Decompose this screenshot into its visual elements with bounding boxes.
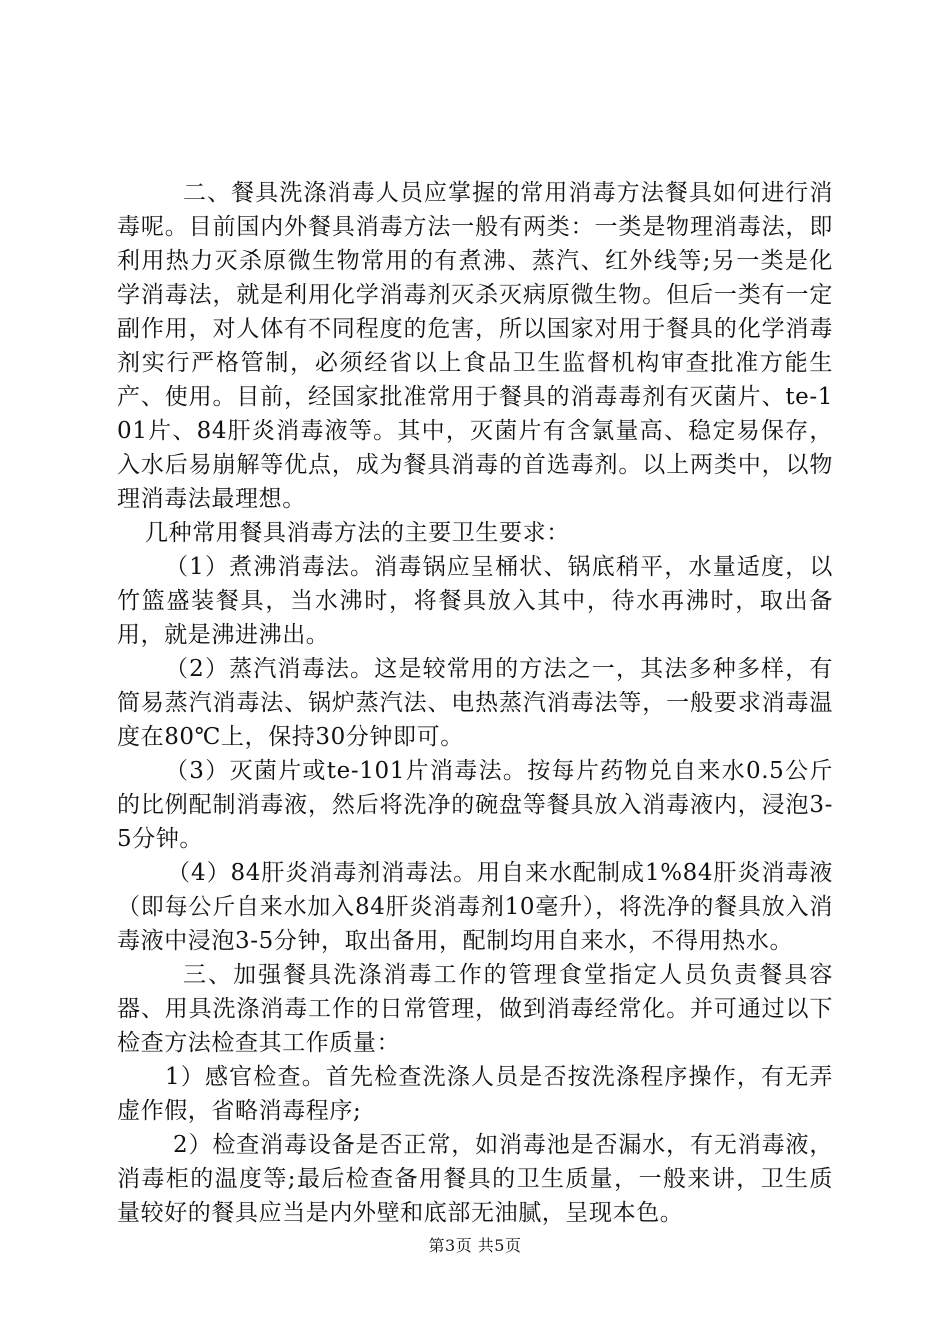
paragraph-section-two: 二、餐具洗涤消毒人员应掌握的常用消毒方法餐具如何进行消毒呢。目前国内外餐具消毒方法一般有两类：一类是物理消毒法，即利用热力灭杀原微生物常用的有煮沸、蒸汽、红外线等;另一类是化学消毒法，就是利用化学消毒剂灭杀灭病原微生物。但后一类有一定副作用，对人体有不同程度的危害，所以国家对用于餐具的化学消毒剂实行严格管制，必须经省以上食品卫生监督机构审查批准方能生产、使用。目前，经国家批准常用于餐具的消毒毒剂有灭菌片、te-101片、84肝炎消毒液等。其中，灭菌片有含氯量高、稳定易保存，入水后易崩解等优点，成为餐具消毒的首选毒剂。以上两类中，以物理消毒法最理想。 — [117, 180, 833, 512]
page-number-label: 第3页 共5页 — [428, 1236, 522, 1255]
paragraph-section-three: 三、加强餐具洗涤消毒工作的管理食堂指定人员负责餐具容器、用具洗涤消毒工作的日常管理，做到消毒经常化。并可通过以下检查方法检查其工作质量： — [117, 962, 833, 1056]
paragraph-steam-method: （2）蒸汽消毒法。这是较常用的方法之一，其法多种多样，有简易蒸汽消毒法、锅炉蒸汽法、电热蒸汽消毒法等，一般要求消毒温度在80℃上，保持30分钟即可。 — [117, 656, 833, 750]
document-body — [117, 176, 833, 1230]
paragraph-84-method: （4）84肝炎消毒剂消毒法。用自来水配制成1%84肝炎消毒液（即每公斤自来水加入84肝炎消毒剂10毫升），将洗净的餐具放入消毒液中浸泡3-5分钟，取出备用，配制均用自来水，不得用热水。 — [117, 860, 833, 954]
paragraph-tablet-method: （3）灭菌片或te-101片消毒法。按每片药物兑自来水0.5公斤的比例配制消毒液，然后将洗净的碗盘等餐具放入消毒液内，浸泡3-5分钟。 — [117, 758, 833, 852]
paragraph-equipment-check: 2）检查消毒设备是否正常，如消毒池是否漏水，有无消毒液，消毒柜的温度等;最后检查备用餐具的卫生质量，一般来讲，卫生质量较好的餐具应当是内外壁和底部无油腻，呈现本色。 — [117, 1132, 833, 1226]
paragraph-sensory-check: 1）感官检查。首先检查洗涤人员是否按洗涤程序操作，有无弄虚作假，省略消毒程序; — [117, 1064, 833, 1124]
page-footer — [0, 1236, 950, 1256]
paragraph-requirements-heading: 几种常用餐具消毒方法的主要卫生要求： — [145, 520, 570, 546]
paragraph-boiling-method: （1）煮沸消毒法。消毒锅应呈桶状、锅底稍平，水量适度，以竹篮盛装餐具，当水沸时，将餐具放入其中，待水再沸时，取出备用，就是沸进沸出。 — [117, 554, 833, 648]
